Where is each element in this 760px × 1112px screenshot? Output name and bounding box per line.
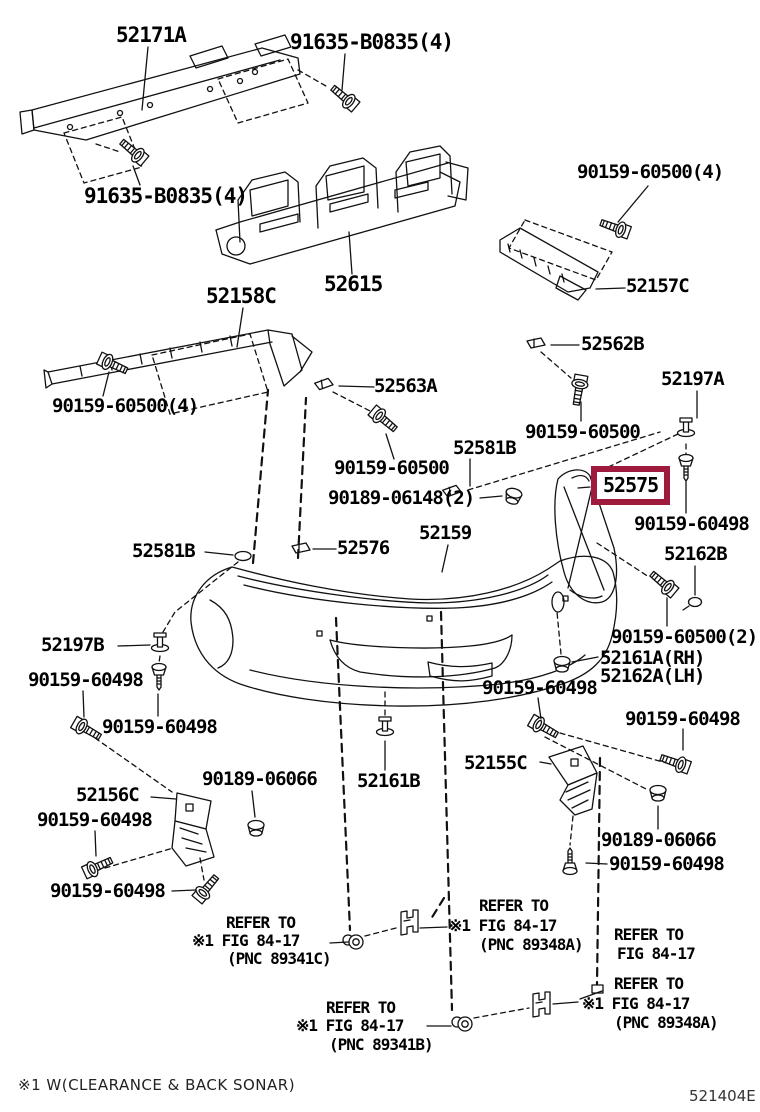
part-label-90159-60500-center: 90159-60500 <box>525 421 640 443</box>
refer-note-2-line3: (PNC 89348A) <box>479 935 583 954</box>
part-label-52197b: 52197B <box>41 634 104 656</box>
part-label-52562b: 52562B <box>581 333 644 355</box>
part-label-90159-60500-2: 90159-60500(2) <box>611 626 758 648</box>
part-label-90159-60500-4-left: 90159-60500(4) <box>52 395 199 417</box>
part-label-91635-b0835-left: 91635-B0835(4) <box>84 184 248 208</box>
refer-note-1-line3: (PNC 89341C) <box>227 949 331 968</box>
part-label-52155c: 52155C <box>464 752 527 774</box>
part-label-90189-06066-right: 90189-06066 <box>601 829 716 851</box>
part-label-52161b: 52161B <box>357 770 420 792</box>
refer-note-5-line1: REFER TO <box>326 998 396 1017</box>
part-label-90159-60498-right1: 90159-60498 <box>625 708 740 730</box>
part-label-52156c: 52156C <box>76 784 139 806</box>
diagram-code: 521404E <box>689 1087 756 1105</box>
part-label-52615: 52615 <box>324 272 383 296</box>
part-label-52563a: 52563A <box>374 375 437 397</box>
refer-note-3-line2: FIG 84-17 <box>617 944 695 963</box>
part-label-90159-60498-right2: 90159-60498 <box>609 853 724 875</box>
part-label-90159-60498-197a: 90159-60498 <box>634 513 749 535</box>
refer-note-4-line3: (PNC 89348A) <box>614 1013 718 1032</box>
footnote-clearance-back-sonar: ※1 W(CLEARANCE & BACK SONAR) <box>18 1076 296 1094</box>
refer-note-4-line1: REFER TO <box>614 974 684 993</box>
refer-note-1-line1: REFER TO <box>226 913 296 932</box>
part-label-91635-b0835-top: 91635-B0835(4) <box>290 30 454 54</box>
refer-note-1-line2: ※1 FIG 84-17 <box>192 931 300 950</box>
part-label-52157c: 52157C <box>626 275 689 297</box>
refer-note-2-line1: REFER TO <box>479 896 549 915</box>
refer-note-5-line3: (PNC 89341B) <box>329 1035 433 1054</box>
part-label-52581b-left: 52581B <box>132 540 195 562</box>
reinforcement-bar-art <box>20 35 361 183</box>
part-label-90189-06148: 90189-06148(2) <box>328 487 475 509</box>
part-label-90159-60498-left3: 90159-60498 <box>37 809 152 831</box>
refer-note-3-line1: REFER TO <box>614 925 684 944</box>
bracket-52156c-art <box>172 793 264 905</box>
part-label-90159-60500-4-right: 90159-60500(4) <box>577 161 724 183</box>
part-label-52581b-right: 52581B <box>453 437 516 459</box>
part-label-90159-60498-center: 90159-60498 <box>482 677 597 699</box>
refer-note-5-line2: ※1 FIG 84-17 <box>296 1016 404 1035</box>
part-label-52161a-rh: 52161A(RH) <box>600 647 705 669</box>
part-label-52197a: 52197A <box>661 368 724 390</box>
part-label-90159-60498-left1: 90159-60498 <box>28 669 143 691</box>
part-label-52162a-lh: 52162A(LH) <box>600 665 705 687</box>
energy-absorber-art <box>216 146 468 264</box>
part-label-90159-60498-left2: 90159-60498 <box>102 716 217 738</box>
part-label-90159-60498-bottomleft: 90159-60498 <box>50 880 165 902</box>
part-label-90159-60500-mid: 90159-60500 <box>334 457 449 479</box>
refer-note-4-line2: ※1 FIG 84-17 <box>582 994 690 1013</box>
part-label-52171a: 52171A <box>116 23 186 47</box>
refer-note-2-line2: ※1 FIG 84-17 <box>449 916 557 935</box>
part-label-90189-06066-left: 90189-06066 <box>202 768 317 790</box>
part-label-52575: 52575 <box>591 466 670 505</box>
bracket-52157c-art <box>500 215 632 300</box>
part-label-52158c: 52158C <box>206 284 276 308</box>
clip-52161b-art <box>377 692 394 736</box>
part-label-52162b: 52162B <box>664 543 727 565</box>
part-label-52159: 52159 <box>419 522 472 544</box>
part-label-52576: 52576 <box>337 537 390 559</box>
